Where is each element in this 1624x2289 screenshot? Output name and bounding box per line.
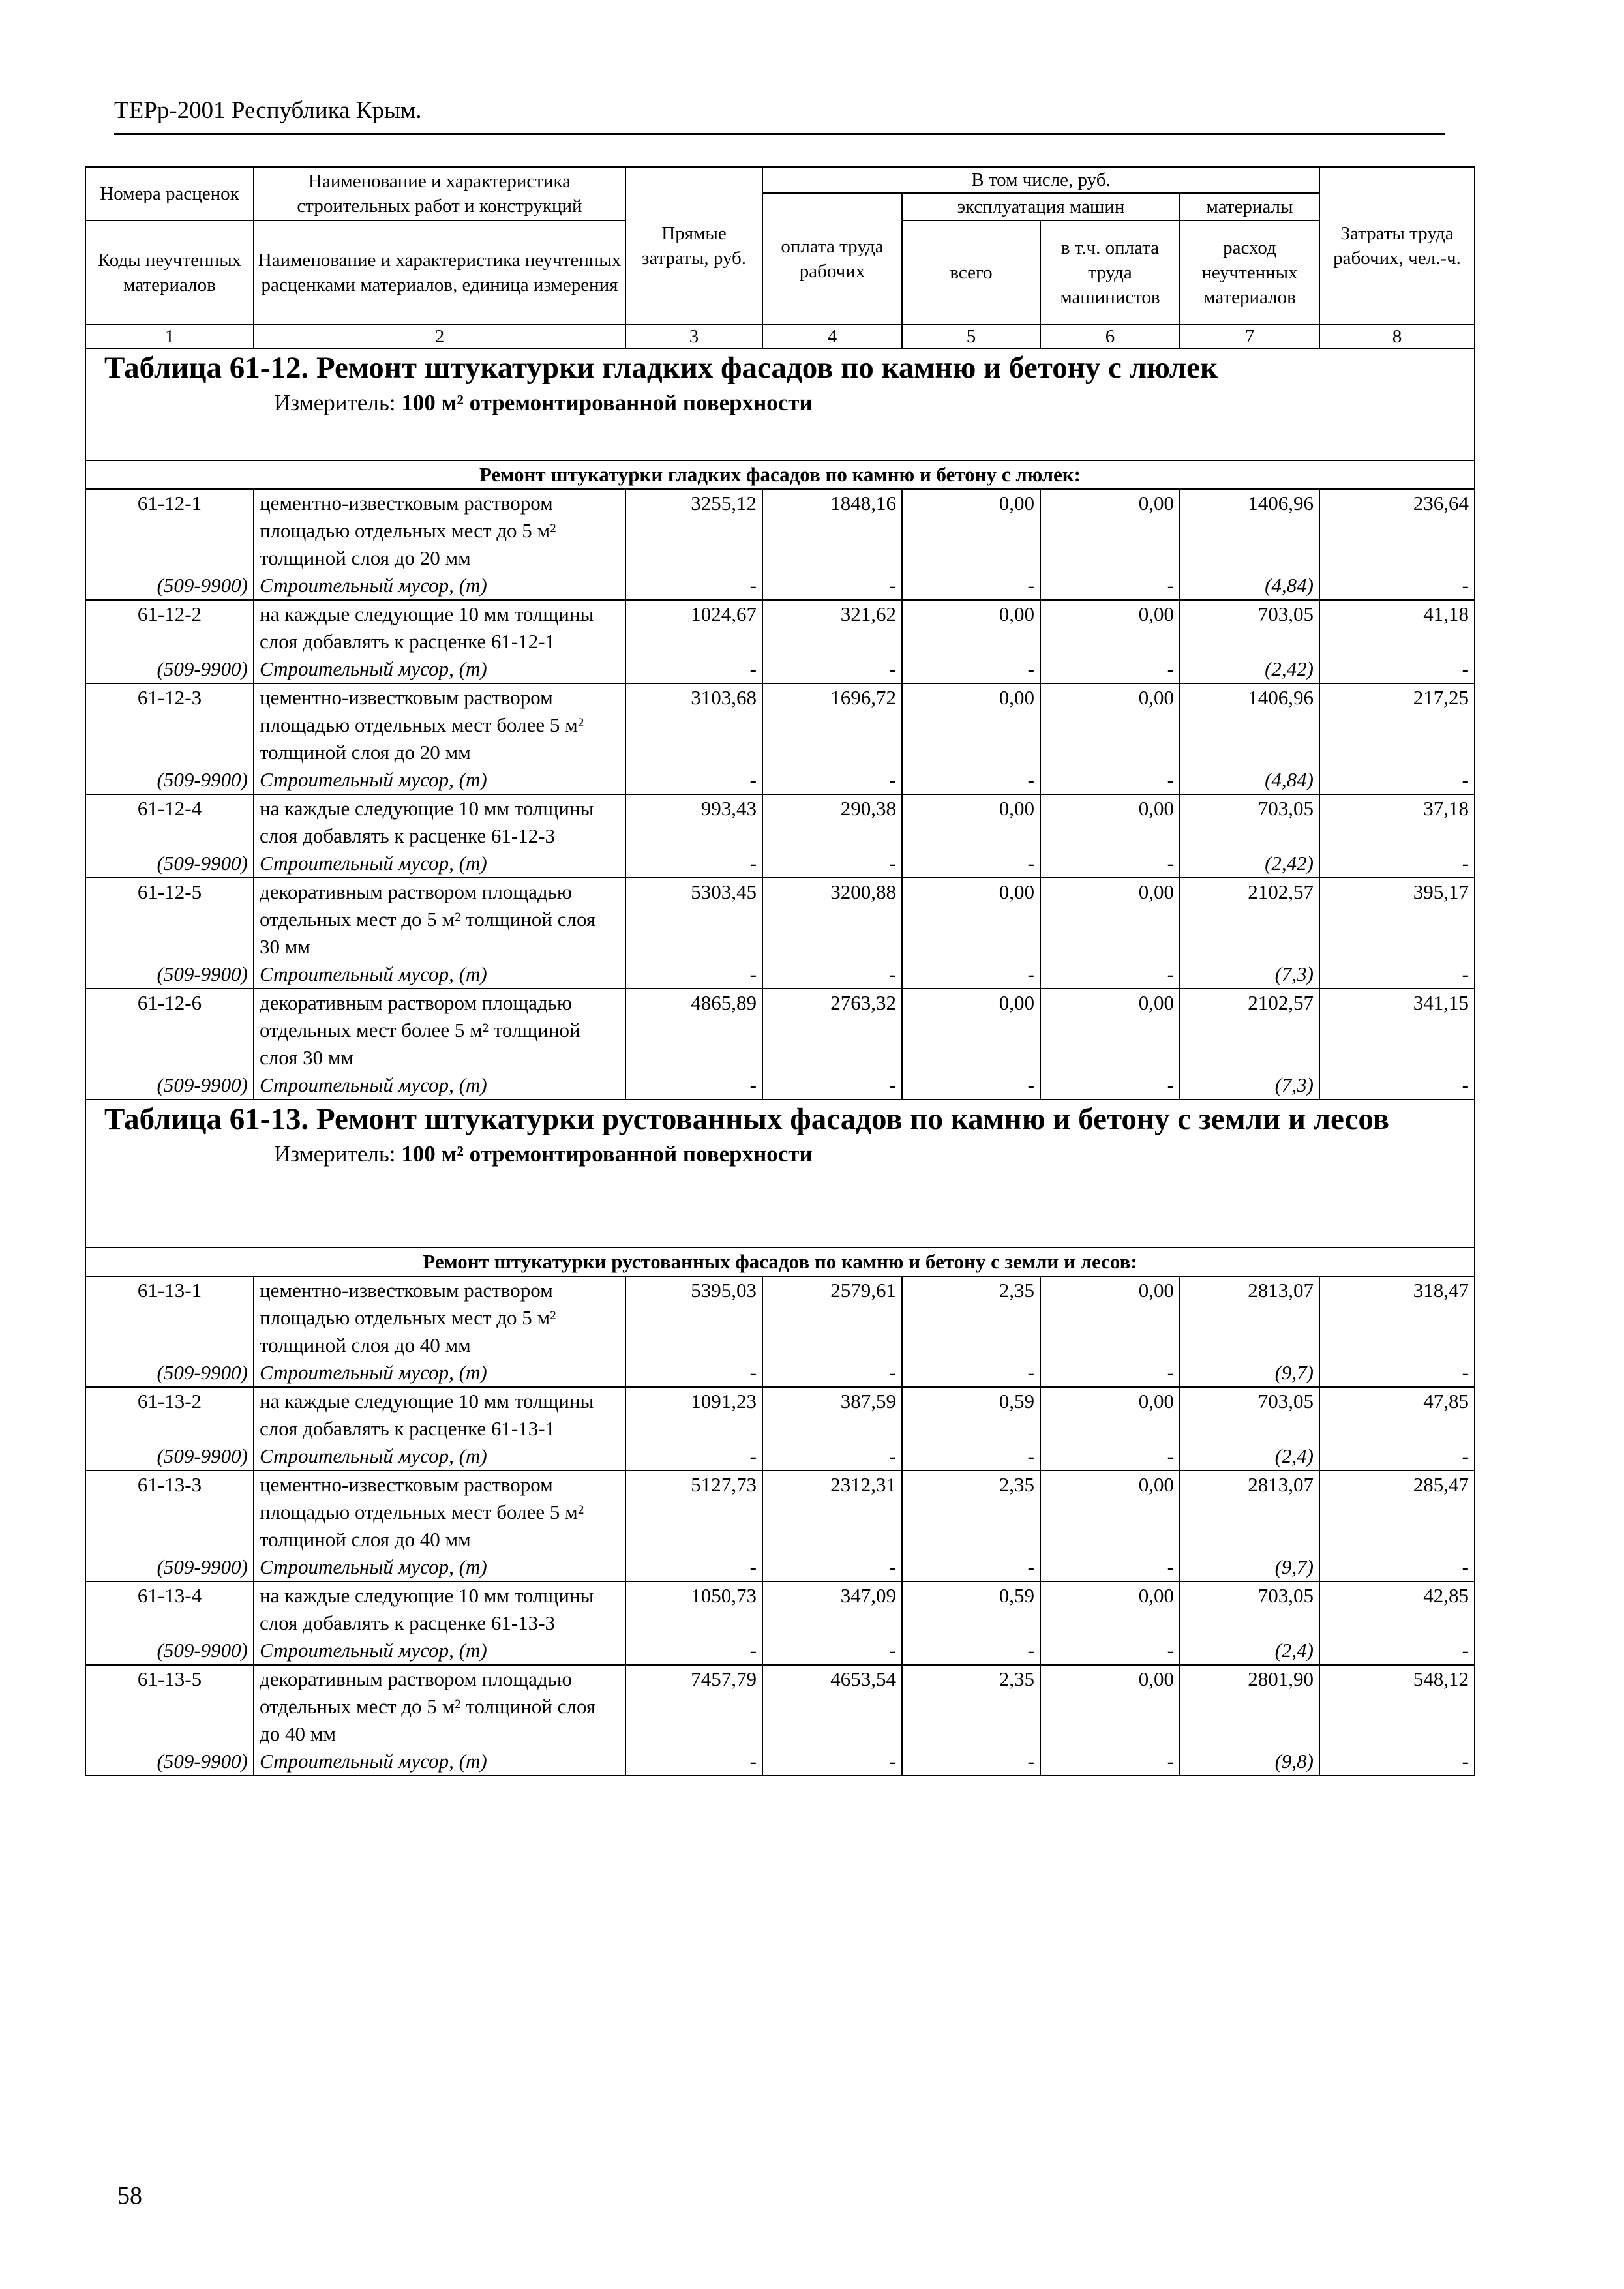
rate-description: декоративным раствором площадью отдельных мест до 5 м² толщиной слоя до 40 мм: [254, 1665, 625, 1748]
rate-description: на каждые следующие 10 мм толщины слоя добавлять к расценке 61-13-1: [254, 1387, 625, 1443]
material-description: Строительный мусор, (т): [254, 1553, 625, 1581]
col-number: 4: [762, 325, 902, 348]
col-number: 6: [1040, 325, 1180, 348]
materials-header: материалы: [1180, 193, 1319, 220]
rate-row: [85, 1387, 1475, 1443]
mach-dash: -: [902, 1443, 1040, 1471]
material-costs: 703,05: [1180, 1387, 1319, 1443]
material-description: Строительный мусор, (т): [254, 572, 625, 600]
direct-dash: -: [625, 1443, 762, 1471]
labor-dash: -: [1319, 766, 1475, 794]
measure-value: 100 м² отремонтированной поверхности: [401, 390, 813, 415]
machinist-wages: 0,00: [1040, 600, 1180, 655]
machinist-dash: -: [1040, 1071, 1180, 1100]
direct-costs: 1024,67: [625, 600, 762, 655]
material-row: [85, 1748, 1475, 1776]
material-description: Строительный мусор, (т): [254, 1359, 625, 1387]
material-costs: 2813,07: [1180, 1471, 1319, 1553]
machinist-dash: -: [1040, 655, 1180, 683]
material-costs: 703,05: [1180, 1581, 1319, 1637]
material-code: (509-9900): [85, 1637, 254, 1665]
mach-dash: -: [902, 850, 1040, 878]
machinist-dash: -: [1040, 572, 1180, 600]
labor-hours: 41,18: [1319, 600, 1475, 655]
labor-dash: -: [1319, 572, 1475, 600]
table-title: Таблица 61-12. Ремонт штукатурки гладких фасадов по камню и бетону с люлек: [104, 351, 1218, 385]
rate-code: 61-12-1: [85, 489, 254, 572]
material-quantity: (4,84): [1180, 572, 1319, 600]
wages-dash: -: [762, 961, 902, 989]
mach-dash: -: [902, 766, 1040, 794]
rate-description: на каждые следующие 10 мм толщины слоя добавлять к расценке 61-12-3: [254, 794, 625, 850]
rate-code: 61-13-2: [85, 1387, 254, 1443]
labor-hours: 285,47: [1319, 1471, 1475, 1553]
wages-dash: -: [762, 766, 902, 794]
labor-dash: -: [1319, 1443, 1475, 1471]
material-costs: 2102,57: [1180, 878, 1319, 961]
material-costs: 2801,90: [1180, 1665, 1319, 1748]
material-costs: 2813,07: [1180, 1276, 1319, 1359]
machinist-wages: 0,00: [1040, 1581, 1180, 1637]
rate-code: 61-12-5: [85, 878, 254, 961]
rate-code: 61-12-2: [85, 600, 254, 655]
direct-costs: 1050,73: [625, 1581, 762, 1637]
col7-header: расход неучтенных материалов: [1180, 220, 1319, 325]
worker-wages: 387,59: [762, 1387, 902, 1443]
labor-dash: -: [1319, 850, 1475, 878]
machine-costs: 2,35: [902, 1471, 1040, 1553]
material-row: [85, 1359, 1475, 1387]
machinist-dash: -: [1040, 850, 1180, 878]
section-header: [85, 348, 1475, 460]
material-code: (509-9900): [85, 655, 254, 683]
column-numbers-row: [85, 325, 1475, 348]
material-code: (509-9900): [85, 766, 254, 794]
direct-dash: -: [625, 1637, 762, 1665]
machine-costs: 0,00: [902, 600, 1040, 655]
material-costs: 1406,96: [1180, 683, 1319, 766]
material-costs: 2102,57: [1180, 989, 1319, 1071]
material-quantity: (9,8): [1180, 1748, 1319, 1776]
wages-dash: -: [762, 655, 902, 683]
machines-header: эксплуатация машин: [902, 193, 1180, 220]
mach-dash: -: [902, 1748, 1040, 1776]
material-quantity: (2,4): [1180, 1637, 1319, 1665]
machine-costs: 0,00: [902, 489, 1040, 572]
worker-wages: 1696,72: [762, 683, 902, 766]
machinist-dash: -: [1040, 766, 1180, 794]
section-header: [85, 1100, 1475, 1248]
machinist-wages: 0,00: [1040, 683, 1180, 766]
machinist-wages: 0,00: [1040, 1665, 1180, 1748]
rate-description: цементно-известковым раствором площадью отдельных мест более 5 м² толщиной слоя до 20 мм: [254, 683, 625, 766]
table-subtitle: Ремонт штукатурки рустованных фасадов по камню и бетону с земли и лесов:: [85, 1248, 1475, 1276]
direct-costs: 1091,23: [625, 1387, 762, 1443]
material-row: [85, 1553, 1475, 1581]
rate-row: [85, 1581, 1475, 1637]
header-rule: [114, 133, 1445, 135]
machinist-dash: -: [1040, 1443, 1180, 1471]
page-header: ТЕРр-2001 Республика Крым.: [114, 97, 422, 124]
rate-code: 61-13-4: [85, 1581, 254, 1637]
direct-costs: 3103,68: [625, 683, 762, 766]
material-quantity: (7,3): [1180, 961, 1319, 989]
header-row-1: [85, 167, 1475, 193]
measure-line: [91, 387, 1469, 419]
col1-header-bottom: Коды неучтенных материалов: [85, 220, 254, 325]
direct-costs: 4865,89: [625, 989, 762, 1071]
material-row: [85, 655, 1475, 683]
labor-hours: 42,85: [1319, 1581, 1475, 1637]
material-code: (509-9900): [85, 1748, 254, 1776]
machinist-wages: 0,00: [1040, 1471, 1180, 1553]
material-description: Строительный мусор, (т): [254, 850, 625, 878]
subtitle-row: [85, 460, 1475, 489]
table-subtitle: Ремонт штукатурки гладких фасадов по камню и бетону с люлек:: [85, 460, 1475, 489]
measure-line: [91, 1138, 1469, 1171]
direct-dash: -: [625, 655, 762, 683]
material-quantity: (4,84): [1180, 766, 1319, 794]
material-quantity: (2,42): [1180, 655, 1319, 683]
direct-dash: -: [625, 1748, 762, 1776]
wages-dash: -: [762, 572, 902, 600]
col2-header-bottom: Наименование и характеристика неучтенных расценками материалов, единица измерения: [254, 220, 625, 325]
col2-header-top: Наименование и характеристика строительных работ и конструкций: [254, 167, 625, 220]
wages-dash: -: [762, 1748, 902, 1776]
rate-row: [85, 1665, 1475, 1748]
rate-code: 61-12-6: [85, 989, 254, 1071]
rate-description: на каждые следующие 10 мм толщины слоя добавлять к расценке 61-13-3: [254, 1581, 625, 1637]
col5-header: всего: [902, 220, 1040, 325]
machinist-dash: -: [1040, 961, 1180, 989]
rate-row: [85, 989, 1475, 1071]
direct-dash: -: [625, 850, 762, 878]
worker-wages: 2579,61: [762, 1276, 902, 1359]
page-number: 58: [117, 2182, 142, 2209]
group-header: В том числе, руб.: [762, 167, 1319, 193]
material-code: (509-9900): [85, 1359, 254, 1387]
col-number: 5: [902, 325, 1040, 348]
worker-wages: 347,09: [762, 1581, 902, 1637]
wages-dash: -: [762, 1637, 902, 1665]
labor-dash: -: [1319, 1359, 1475, 1387]
material-code: (509-9900): [85, 850, 254, 878]
machinist-wages: 0,00: [1040, 1276, 1180, 1359]
material-quantity: (7,3): [1180, 1071, 1319, 1100]
machinist-dash: -: [1040, 1359, 1180, 1387]
col-number: 7: [1180, 325, 1319, 348]
wages-dash: -: [762, 1359, 902, 1387]
worker-wages: 290,38: [762, 794, 902, 850]
col1-header-top: Номера расценок: [85, 167, 254, 220]
material-quantity: (2,42): [1180, 850, 1319, 878]
measure-label: Измеритель:: [274, 1141, 396, 1167]
direct-dash: -: [625, 1553, 762, 1581]
material-row: [85, 961, 1475, 989]
rate-row: [85, 683, 1475, 766]
section-header-row: [85, 348, 1475, 460]
machine-costs: 0,00: [902, 683, 1040, 766]
material-description: Строительный мусор, (т): [254, 655, 625, 683]
material-row: [85, 572, 1475, 600]
machinist-wages: 0,00: [1040, 489, 1180, 572]
col-number: 1: [85, 325, 254, 348]
machinist-dash: -: [1040, 1748, 1180, 1776]
labor-dash: -: [1319, 961, 1475, 989]
rate-row: [85, 489, 1475, 572]
mach-dash: -: [902, 655, 1040, 683]
rate-description: цементно-известковым раствором площадью отдельных мест до 5 м² толщиной слоя до 40 мм: [254, 1276, 625, 1359]
col-number: 2: [254, 325, 625, 348]
labor-dash: -: [1319, 655, 1475, 683]
rate-code: 61-12-4: [85, 794, 254, 850]
material-costs: 703,05: [1180, 794, 1319, 850]
material-row: [85, 850, 1475, 878]
material-row: [85, 1071, 1475, 1100]
worker-wages: 321,62: [762, 600, 902, 655]
material-code: (509-9900): [85, 572, 254, 600]
direct-costs: 993,43: [625, 794, 762, 850]
machinist-wages: 0,00: [1040, 1387, 1180, 1443]
direct-dash: -: [625, 572, 762, 600]
mach-dash: -: [902, 961, 1040, 989]
material-costs: 703,05: [1180, 600, 1319, 655]
worker-wages: 2763,32: [762, 989, 902, 1071]
material-quantity: (9,7): [1180, 1553, 1319, 1581]
col3-header: Прямые затраты, руб.: [625, 167, 762, 325]
rate-description: на каждые следующие 10 мм толщины слоя добавлять к расценке 61-12-1: [254, 600, 625, 655]
rate-row: [85, 600, 1475, 655]
material-description: Строительный мусор, (т): [254, 766, 625, 794]
direct-costs: 3255,12: [625, 489, 762, 572]
mach-dash: -: [902, 1553, 1040, 1581]
direct-dash: -: [625, 766, 762, 794]
labor-hours: 236,64: [1319, 489, 1475, 572]
labor-hours: 37,18: [1319, 794, 1475, 850]
material-description: Строительный мусор, (т): [254, 961, 625, 989]
wages-dash: -: [762, 1553, 902, 1581]
mach-dash: -: [902, 1359, 1040, 1387]
material-row: [85, 766, 1475, 794]
rate-description: декоративным раствором площадью отдельных мест до 5 м² толщиной слоя 30 мм: [254, 878, 625, 961]
table-title: Таблица 61-13. Ремонт штукатурки рустованных фасадов по камню и бетону с земли и лесов: [104, 1102, 1390, 1136]
machine-costs: 2,35: [902, 1276, 1040, 1359]
labor-hours: 548,12: [1319, 1665, 1475, 1748]
labor-dash: -: [1319, 1071, 1475, 1100]
rate-description: цементно-известковым раствором площадью отдельных мест более 5 м² толщиной слоя до 40 мм: [254, 1471, 625, 1553]
machine-costs: 0,59: [902, 1387, 1040, 1443]
col4-header: оплата труда рабочих: [762, 193, 902, 325]
machinist-wages: 0,00: [1040, 794, 1180, 850]
labor-hours: 341,15: [1319, 989, 1475, 1071]
material-quantity: (9,7): [1180, 1359, 1319, 1387]
rate-row: [85, 794, 1475, 850]
labor-dash: -: [1319, 1748, 1475, 1776]
mach-dash: -: [902, 1637, 1040, 1665]
material-quantity: (2,4): [1180, 1443, 1319, 1471]
machinist-wages: 0,00: [1040, 878, 1180, 961]
material-description: Строительный мусор, (т): [254, 1748, 625, 1776]
worker-wages: 3200,88: [762, 878, 902, 961]
direct-costs: 7457,79: [625, 1665, 762, 1748]
col8-header: Затраты труда рабочих, чел.-ч.: [1319, 167, 1475, 325]
direct-costs: 5127,73: [625, 1471, 762, 1553]
material-row: [85, 1637, 1475, 1665]
material-code: (509-9900): [85, 1071, 254, 1100]
machine-costs: 0,59: [902, 1581, 1040, 1637]
material-description: Строительный мусор, (т): [254, 1637, 625, 1665]
wages-dash: -: [762, 1071, 902, 1100]
labor-dash: -: [1319, 1637, 1475, 1665]
direct-dash: -: [625, 961, 762, 989]
machine-costs: 0,00: [902, 794, 1040, 850]
section-header-row: [85, 1100, 1475, 1248]
direct-dash: -: [625, 1359, 762, 1387]
rate-code: 61-13-3: [85, 1471, 254, 1553]
material-description: Строительный мусор, (т): [254, 1443, 625, 1471]
rate-row: [85, 1276, 1475, 1359]
machinist-dash: -: [1040, 1553, 1180, 1581]
subtitle-row: [85, 1248, 1475, 1276]
machinist-wages: 0,00: [1040, 989, 1180, 1071]
wages-dash: -: [762, 850, 902, 878]
direct-costs: 5395,03: [625, 1276, 762, 1359]
rate-row: [85, 878, 1475, 961]
rate-code: 61-12-3: [85, 683, 254, 766]
worker-wages: 2312,31: [762, 1471, 902, 1553]
col-number: 3: [625, 325, 762, 348]
measure-label: Измеритель:: [274, 390, 396, 415]
mach-dash: -: [902, 1071, 1040, 1100]
labor-dash: -: [1319, 1553, 1475, 1581]
wages-dash: -: [762, 1443, 902, 1471]
machine-costs: 0,00: [902, 989, 1040, 1071]
col6-header: в т.ч. оплата труда машинистов: [1040, 220, 1180, 325]
labor-hours: 318,47: [1319, 1276, 1475, 1359]
machinist-dash: -: [1040, 1637, 1180, 1665]
rates-table: [85, 166, 1475, 1776]
direct-costs: 5303,45: [625, 878, 762, 961]
rate-code: 61-13-1: [85, 1276, 254, 1359]
material-code: (509-9900): [85, 961, 254, 989]
col-number: 8: [1319, 325, 1475, 348]
labor-hours: 395,17: [1319, 878, 1475, 961]
material-description: Строительный мусор, (т): [254, 1071, 625, 1100]
material-costs: 1406,96: [1180, 489, 1319, 572]
material-row: [85, 1443, 1475, 1471]
rate-description: цементно-известковым раствором площадью отдельных мест до 5 м² толщиной слоя до 20 мм: [254, 489, 625, 572]
direct-dash: -: [625, 1071, 762, 1100]
worker-wages: 4653,54: [762, 1665, 902, 1748]
worker-wages: 1848,16: [762, 489, 902, 572]
material-code: (509-9900): [85, 1553, 254, 1581]
rate-description: декоративным раствором площадью отдельных мест более 5 м² толщиной слоя 30 мм: [254, 989, 625, 1071]
machine-costs: 0,00: [902, 878, 1040, 961]
mach-dash: -: [902, 572, 1040, 600]
measure-value: 100 м² отремонтированной поверхности: [401, 1141, 813, 1167]
material-code: (509-9900): [85, 1443, 254, 1471]
rate-code: 61-13-5: [85, 1665, 254, 1748]
rate-row: [85, 1471, 1475, 1553]
labor-hours: 217,25: [1319, 683, 1475, 766]
labor-hours: 47,85: [1319, 1387, 1475, 1443]
machine-costs: 2,35: [902, 1665, 1040, 1748]
